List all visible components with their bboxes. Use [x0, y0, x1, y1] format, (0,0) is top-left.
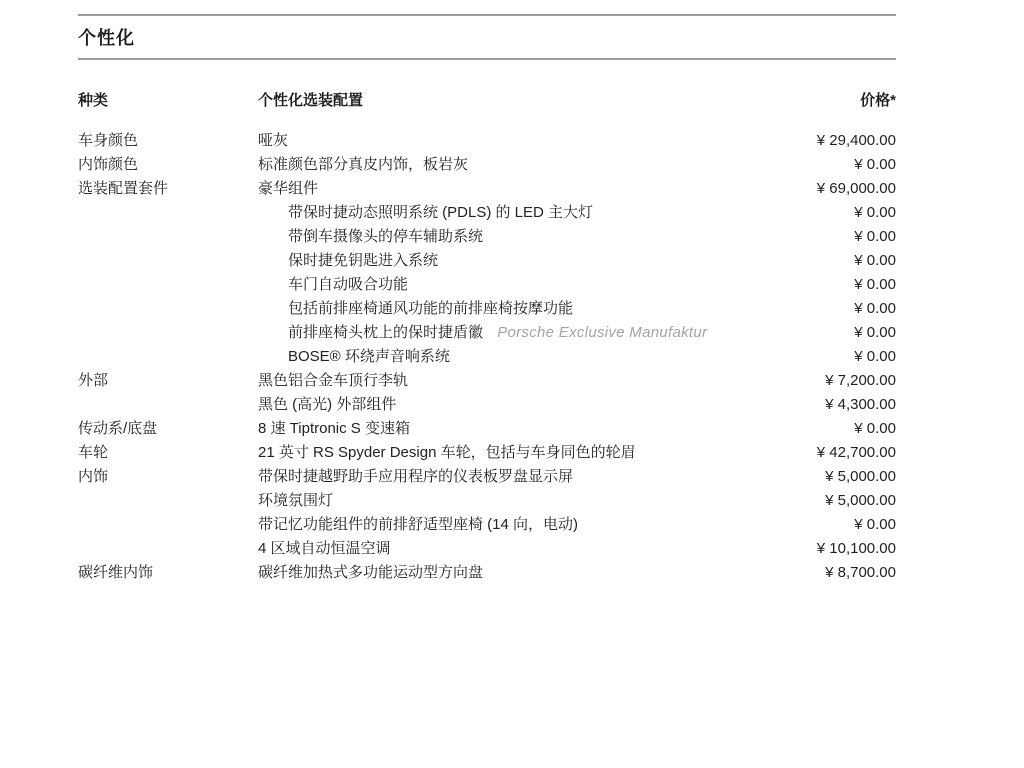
row-category: 外部	[78, 372, 109, 389]
row-category	[78, 513, 258, 537]
porsche-exclusive-watermark: Porsche Exclusive Manufaktur	[497, 324, 708, 341]
table-row	[78, 537, 896, 561]
table-row	[78, 201, 896, 225]
row-price: ¥ 0.00	[854, 300, 896, 317]
row-option-label: 带保时捷越野助手应用程序的仪表板罗盘显示屏	[258, 468, 574, 485]
row-category: 选装配置套件	[78, 180, 169, 197]
row-category	[78, 225, 258, 249]
row-option-label: 哑灰	[258, 132, 289, 149]
row-price: ¥ 0.00	[854, 276, 896, 293]
row-category	[78, 393, 258, 417]
row-category	[78, 249, 258, 273]
row-option-label: 前排座椅头枕上的保时捷盾徽	[288, 324, 484, 341]
row-option-label: 黑色铝合金车顶行李轨	[258, 372, 409, 389]
row-option	[258, 465, 761, 489]
row-category: 车轮	[78, 444, 109, 461]
row-price: ¥ 5,000.00	[825, 492, 896, 509]
row-price: ¥ 4,300.00	[825, 396, 896, 413]
row-category: 内饰	[78, 468, 109, 485]
row-option-label: BOSE® 环绕声音响系统	[288, 348, 450, 365]
table-row	[78, 417, 896, 441]
row-category	[78, 297, 258, 321]
table-row	[78, 369, 896, 393]
row-category	[78, 345, 258, 369]
row-category: 内饰颜色	[78, 156, 139, 173]
table-row	[78, 393, 896, 417]
row-price: ¥ 0.00	[854, 420, 896, 437]
row-option-label: 21 英寸 RS Spyder Design 车轮，包括与车身同色的轮眉	[258, 444, 636, 461]
row-option-label: 豪华组件	[258, 180, 319, 197]
row-option-label: 黑色 (高光) 外部组件	[258, 396, 397, 413]
row-option-label: 4 区域自动恒温空调	[258, 540, 391, 557]
row-option-label: 带保时捷动态照明系统 (PDLS) 的 LED 主大灯	[288, 204, 594, 221]
table-header-row	[78, 92, 896, 110]
table-row	[78, 321, 896, 345]
row-option	[258, 537, 761, 561]
table-row	[78, 441, 896, 465]
row-price: ¥ 10,100.00	[816, 540, 896, 557]
row-option	[258, 561, 761, 585]
row-price: ¥ 5,000.00	[825, 468, 896, 485]
row-option	[258, 513, 761, 537]
column-header-option: 个性化选装配置	[258, 92, 364, 109]
table-row	[78, 513, 896, 537]
row-option-label: 8 速 Tiptronic S 变速箱	[258, 420, 410, 437]
row-category: 车身颜色	[78, 132, 139, 149]
table-row	[78, 225, 896, 249]
row-price: ¥ 0.00	[854, 204, 896, 221]
row-category	[78, 489, 258, 513]
column-header-category: 种类	[78, 92, 109, 109]
row-price: ¥ 0.00	[854, 348, 896, 365]
row-price: ¥ 42,700.00	[816, 444, 896, 461]
table-row	[78, 273, 896, 297]
row-option	[258, 489, 761, 513]
table-row	[78, 297, 896, 321]
row-category	[78, 273, 258, 297]
row-option	[258, 249, 761, 273]
table-row	[78, 249, 896, 273]
row-category	[78, 537, 258, 561]
row-category	[78, 321, 258, 345]
row-option-label: 带记忆功能组件的前排舒适型座椅 (14 向，电动)	[258, 516, 579, 533]
section-title-block	[78, 14, 896, 60]
row-price: ¥ 0.00	[854, 156, 896, 173]
row-category	[78, 201, 258, 225]
table-row	[78, 465, 896, 489]
price-list-page	[78, 14, 896, 585]
row-option	[258, 273, 761, 297]
row-option	[258, 345, 761, 369]
row-option-label: 环境氛围灯	[258, 492, 334, 509]
options-table-body	[78, 129, 896, 585]
row-option	[258, 225, 761, 249]
row-option-label: 包括前排座椅通风功能的前排座椅按摩功能	[288, 300, 574, 317]
row-option	[258, 297, 761, 321]
row-option-label: 带倒车摄像头的停车辅助系统	[288, 228, 484, 245]
table-row	[78, 129, 896, 153]
row-option	[258, 321, 761, 345]
row-price: ¥ 7,200.00	[825, 372, 896, 389]
table-row	[78, 153, 896, 177]
row-price: ¥ 0.00	[854, 228, 896, 245]
row-option-label: 标准颜色部分真皮内饰，板岩灰	[258, 156, 469, 173]
row-option	[258, 393, 761, 417]
row-option-label: 碳纤维加热式多功能运动型方向盘	[258, 564, 484, 581]
row-price: ¥ 69,000.00	[816, 180, 896, 197]
row-option	[258, 129, 761, 153]
column-header-price: 价格*	[860, 92, 896, 109]
row-option-label: 车门自动吸合功能	[288, 276, 409, 293]
row-price: ¥ 0.00	[854, 324, 896, 341]
row-option-label: 保时捷免钥匙进入系统	[288, 252, 439, 269]
row-price: ¥ 8,700.00	[825, 564, 896, 581]
row-category: 碳纤维内饰	[78, 564, 154, 581]
row-option	[258, 369, 761, 393]
page-title: 个性化	[78, 28, 135, 48]
table-row	[78, 489, 896, 513]
table-row	[78, 561, 896, 585]
row-option	[258, 417, 761, 441]
row-price: ¥ 0.00	[854, 252, 896, 269]
table-row	[78, 345, 896, 369]
row-price: ¥ 29,400.00	[816, 132, 896, 149]
table-row	[78, 177, 896, 201]
row-option	[258, 441, 761, 465]
row-option	[258, 201, 761, 225]
row-option	[258, 153, 761, 177]
row-price: ¥ 0.00	[854, 516, 896, 533]
row-category: 传动系/底盘	[78, 420, 158, 437]
options-table	[78, 92, 896, 585]
row-option	[258, 177, 761, 201]
